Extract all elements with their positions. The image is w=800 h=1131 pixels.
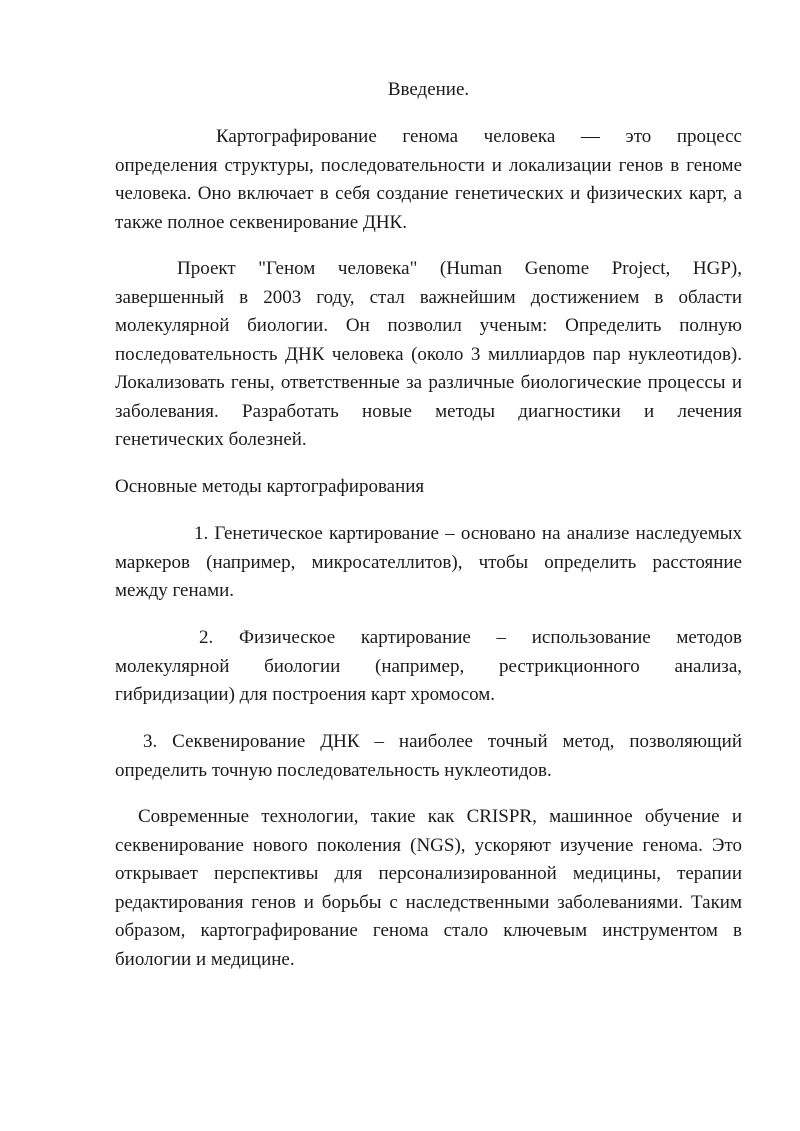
- method-dna-sequencing: 3. Секвенирование ДНК – наиболее точный метод, позволяющий определить точную последовательность нуклеотидов.: [115, 731, 742, 781]
- methods-heading: Основные методы картографирования: [115, 476, 425, 497]
- intro-paragraph: Картографирование генома человека — это процесс определения структуры, последовательности и локализации генов в геноме человека. Оно включает в себя создание генетических и физических карт, а также полное секвенирование ДНК.: [115, 126, 742, 233]
- conclusion-paragraph: Современные технологии, такие как CRISPR, машинное обучение и секвенирование нового поколения (NGS), ускоряют изучение генома. Это открывает перспективы для персонализированной медицины, терапии редактирования генов и борьбы с наследственными заболеваниями. Таким образом, картографирование генома стало ключевым инструментом в биологии и медицине.: [115, 806, 742, 970]
- method-physical-mapping: 2. Физическое картирование – использование методов молекулярной биологии (например, рестрикционного анализа, гибридизации) для построения карт хромосом.: [115, 627, 742, 705]
- page-title: Введение.: [387, 79, 470, 100]
- method-genetic-mapping: 1. Генетическое картирование – основано на анализе наследуемых маркеров (например, микросателлитов), чтобы определить расстояние между генами.: [115, 523, 742, 601]
- hgp-paragraph: Проект "Геном человека" (Human Genome Project, HGP), завершенный в 2003 году, стал важнейшим достижением в области молекулярной биологии. Он позволил ученым: Определить полную последовательность ДНК человека (около 3 миллиардов пар нуклеотидов). Локализовать гены, ответственные за различные биологические процессы и заболевания. Разработать новые методы диагностики и лечения генетических болезней.: [115, 258, 742, 450]
